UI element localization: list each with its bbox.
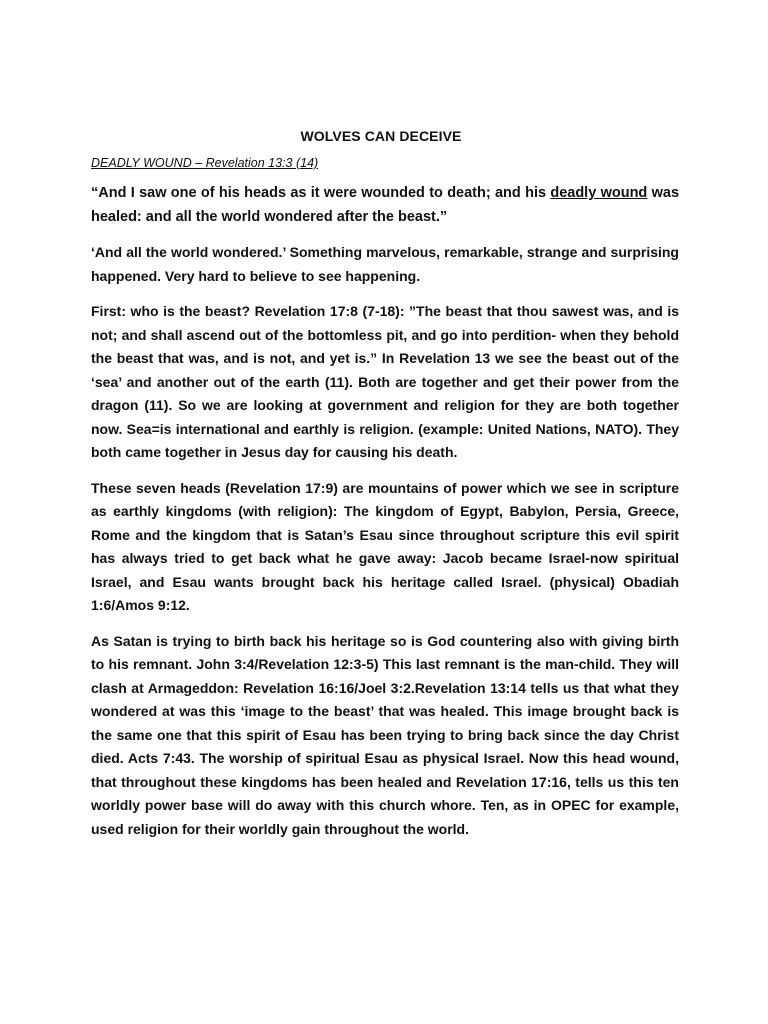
page-title: WOLVES CAN DECEIVE bbox=[300, 128, 462, 144]
quote-text-before: “And I saw one of his heads as it were wounded to death; and his bbox=[91, 185, 551, 201]
paragraph-3: These seven heads (Revelation 17:9) are mountains of power which we see in scripture as earthly kingdoms (with religion): The kingdom of Egypt, Babylon, Persia, Greece, Rome and the kingdom that is Satan’s Esau since throughout scripture this evil spirit has always tried to get back what he gave away: Jacob became Israel-now spiritual Israel, and Esau wants brought back his heritage called Israel. (physical) Obadiah 1:6/Amos 9:12. bbox=[91, 479, 679, 613]
document-page bbox=[91, 128, 679, 853]
paragraph-4: As Satan is trying to birth back his heritage so is God countering also with giving birth to his remnant. John 3:4/Revelation 12:3-5) This last remnant is the man-child. They will clash at Armageddon: Revelation 16:16/Joel 3:2.Revelation 13:14 tells us that what they wondered at was this ‘image to the beast’ that was healed. This image brought back is the same one that this spirit of Esau has been trying to bring back since the day Christ died. Acts 7:43. The worship of spiritual Esau as physical Israel. Now this head wound, that throughout these kingdoms has been healed and Revelation 17:16, tells us this ten worldly power base will do away with this church whore. Ten, as in OPEC for example, used religion for their worldly gain throughout the world. bbox=[91, 632, 679, 837]
quote-text-after: was healed: and all the world wondered after the beast.” bbox=[91, 185, 680, 225]
paragraph-2: First: who is the beast? Revelation 17:8 (7-18): ”The beast that thou sawest was, and is not; and shall ascend out of the bottomless pit, and go into perdition- when they behold the beast that was, and is not, and yet is.” In Revelation 13 we see the beast out of the ‘sea’ and another out of the earth (11). Both are together and get their power from the dragon (11). So we are looking at government and religion for they are both together now. Sea=is international and earthly is religion. (example: United Nations, NATO). They both came together in Jesus day for causing his death. bbox=[91, 303, 679, 460]
scripture-quote bbox=[91, 182, 679, 229]
section-subtitle: DEADLY WOUND – Revelation 13:3 (14) bbox=[91, 156, 319, 170]
paragraph-1: ‘And all the world wondered.’ Something marvelous, remarkable, strange and surprising happened. Very hard to believe to see happening. bbox=[91, 244, 679, 284]
quote-underlined-phrase: deadly wound bbox=[550, 185, 648, 201]
